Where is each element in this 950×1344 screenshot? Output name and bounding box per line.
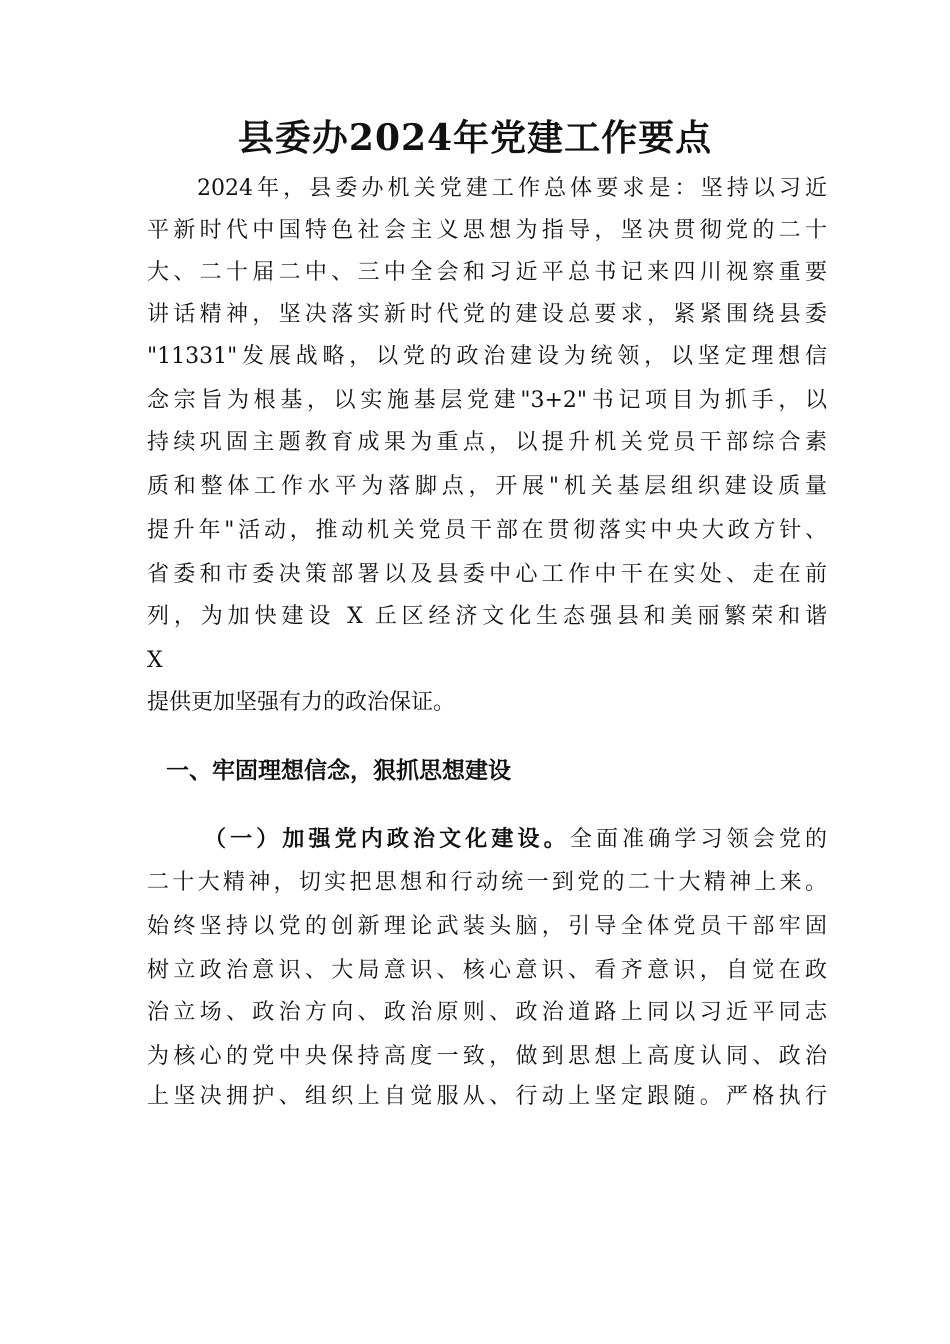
intro-line-7: 持续巩固主题教育成果为重点，以提升机关党员干部综合素 — [147, 430, 827, 455]
subsection-1-line-4: 树立政治意识、大局意识、核心意识、看齐意识，自觉在政 — [147, 958, 827, 983]
section-1-heading: 一、牢固理想信念，狠抓思想建设 — [166, 758, 511, 784]
intro-line-2: 平新时代中国特色社会主义思想为指导，坚决贯彻党的二十 — [147, 218, 827, 243]
subsection-1-title: （一）加强党内政治文化建设。 — [204, 826, 570, 852]
intro-line-6: 念宗旨为根基，以实施基层党建"3+2"书记项目为抓手，以 — [147, 388, 827, 413]
intro-line-10: 省委和市委决策部署以及县委中心工作中干在实处、走在前 — [147, 562, 827, 587]
subsection-1-first-line-rest: 全面准确学习领会党的 — [569, 827, 827, 852]
intro-line-5: "11331"发展战略，以党的政治建设为统领，以坚定理想信 — [147, 344, 827, 369]
subsection-1-line-7: 上坚决拥护、组织上自觉服从、行动上坚定跟随。严格执行 — [147, 1084, 827, 1109]
intro-line-3: 大、二十届二中、三中全会和习近平总书记来四川视察重要 — [147, 260, 827, 285]
intro-line-8: 质和整体工作水平为落脚点，开展"机关基层组织建设质量 — [147, 474, 827, 499]
intro-line-13: 提供更加坚强有力的政治保证。 — [147, 690, 456, 715]
subsection-1-line-2: 二十大精神，切实把思想和行动统一到党的二十大精神上来。 — [147, 870, 827, 895]
intro-line-9: 提升年"活动，推动机关党员干部在贯彻落实中央大政方针、 — [147, 518, 827, 543]
subsection-1-line-5: 治立场、政治方向、政治原则、政治道路上同以习近平同志 — [147, 1000, 827, 1025]
subsection-1-line-6: 为核心的党中央保持高度一致，做到思想上高度认同、政治 — [147, 1044, 827, 1069]
subsection-1-line-3: 始终坚持以党的创新理论武装头脑，引导全体党员干部牢固 — [147, 914, 827, 939]
document-title: 县委办2024年党建工作要点 — [237, 117, 713, 159]
intro-line-12: X — [147, 648, 163, 673]
intro-line-1: 2024年，县委办机关党建工作总体要求是：坚持以习近 — [197, 176, 827, 201]
subsection-1-first-line — [204, 822, 827, 857]
intro-line-11: 列，为加快建设 X 丘区经济文化生态强县和美丽繁荣和谐 — [147, 604, 827, 629]
intro-line-4: 讲话精神，坚决落实新时代党的建设总要求，紧紧围绕县委 — [147, 302, 827, 327]
